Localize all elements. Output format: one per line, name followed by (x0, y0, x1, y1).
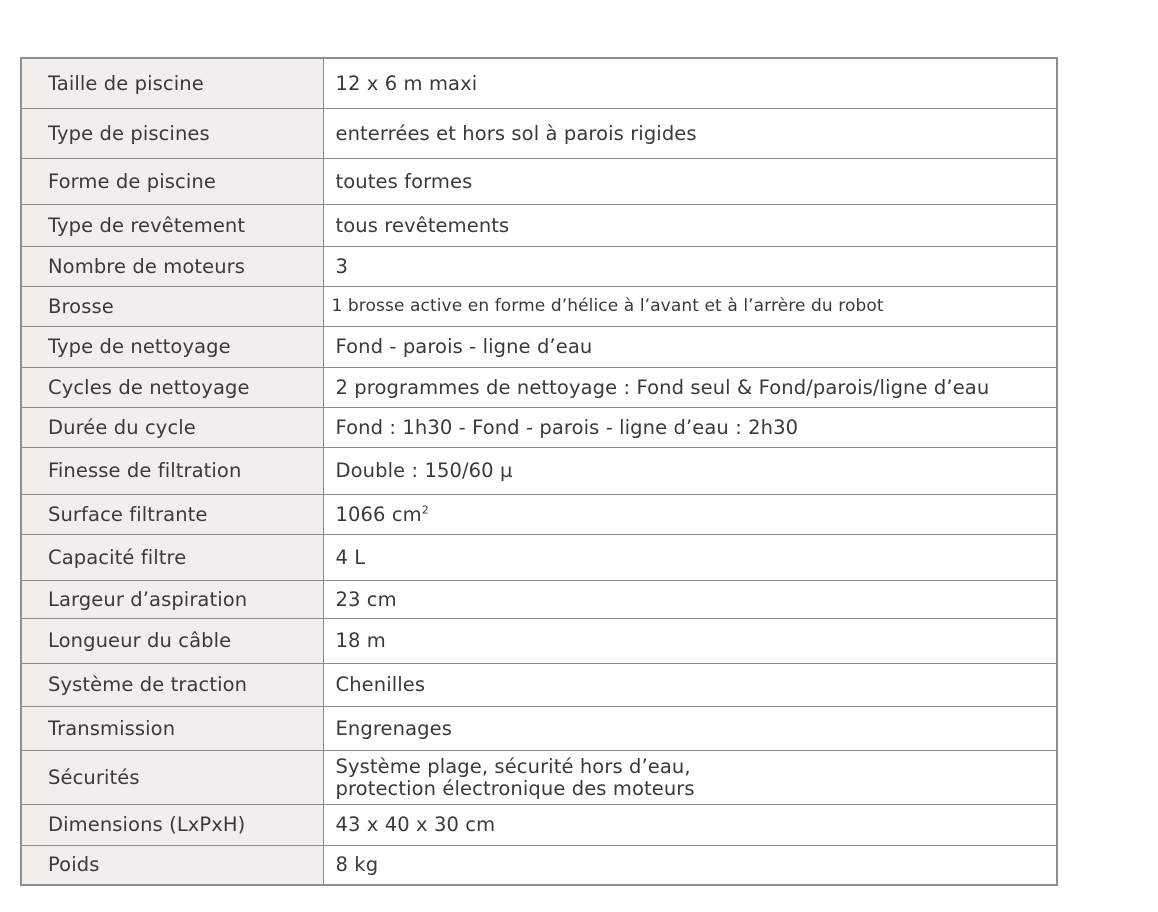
spec-value: Fond : 1h30 - Fond - parois - ligne d’eau : 2h30 (323, 407, 1057, 447)
spec-value: 18 m (323, 618, 1057, 663)
table-row (21, 534, 1057, 580)
spec-value: 8 kg (323, 845, 1057, 885)
spec-label: Type de piscines (21, 108, 323, 158)
table-row (21, 367, 1057, 407)
table-row (21, 246, 1057, 286)
table-row (21, 706, 1057, 750)
spec-label: Cycles de nettoyage (21, 367, 323, 407)
table-row (21, 618, 1057, 663)
spec-value: 1 brosse active en forme d’hélice à l’avant et à l’arrère du robot (323, 286, 1057, 326)
spec-label: Longueur du câble (21, 618, 323, 663)
table-row (21, 407, 1057, 447)
spec-label: Système de traction (21, 663, 323, 706)
spec-value: Double : 150/60 µ (323, 447, 1057, 494)
table-row (21, 750, 1057, 804)
spec-value: 4 L (323, 534, 1057, 580)
spec-label: Poids (21, 845, 323, 885)
spec-value: 2 programmes de nettoyage : Fond seul & Fond/parois/ligne d’eau (323, 367, 1057, 407)
spec-label: Taille de piscine (21, 58, 323, 108)
table-row (21, 108, 1057, 158)
spec-label: Surface filtrante (21, 494, 323, 534)
spec-value-text: 1066 cm (335, 502, 422, 526)
spec-label: Brosse (21, 286, 323, 326)
spec-value-line: protection électronique des moteurs (335, 777, 695, 800)
superscript: 2 (421, 503, 429, 516)
table-row (21, 663, 1057, 706)
table-row (21, 580, 1057, 618)
spec-value (323, 750, 1057, 804)
table-row (21, 158, 1057, 204)
table-row (21, 58, 1057, 108)
spec-label: Finesse de filtration (21, 447, 323, 494)
spec-value: 12 x 6 m maxi (323, 58, 1057, 108)
spec-label: Type de nettoyage (21, 326, 323, 367)
spec-value: 23 cm (323, 580, 1057, 618)
table-row (21, 845, 1057, 885)
table-row (21, 447, 1057, 494)
table-row (21, 326, 1057, 367)
spec-label: Dimensions (LxPxH) (21, 804, 323, 845)
specifications-table (20, 57, 1058, 886)
spec-label: Sécurités (21, 750, 323, 804)
spec-label: Capacité filtre (21, 534, 323, 580)
spec-value: 3 (323, 246, 1057, 286)
spec-label: Type de revêtement (21, 204, 323, 246)
spec-value: enterrées et hors sol à parois rigides (323, 108, 1057, 158)
spec-label: Largeur d’aspiration (21, 580, 323, 618)
spec-value: toutes formes (323, 158, 1057, 204)
spec-value: Engrenages (323, 706, 1057, 750)
spec-label: Durée du cycle (21, 407, 323, 447)
spec-label: Nombre de moteurs (21, 246, 323, 286)
table-row (21, 204, 1057, 246)
spec-value: Chenilles (323, 663, 1057, 706)
spec-value: tous revêtements (323, 204, 1057, 246)
spec-value: 43 x 40 x 30 cm (323, 804, 1057, 845)
spec-value: Fond - parois - ligne d’eau (323, 326, 1057, 367)
spec-label: Transmission (21, 706, 323, 750)
spec-value-line: Système plage, sécurité hors d’eau, (335, 755, 691, 778)
table-row (21, 494, 1057, 534)
table-row (21, 804, 1057, 845)
spec-value (323, 494, 1057, 534)
spec-label: Forme de piscine (21, 158, 323, 204)
table-row (21, 286, 1057, 326)
